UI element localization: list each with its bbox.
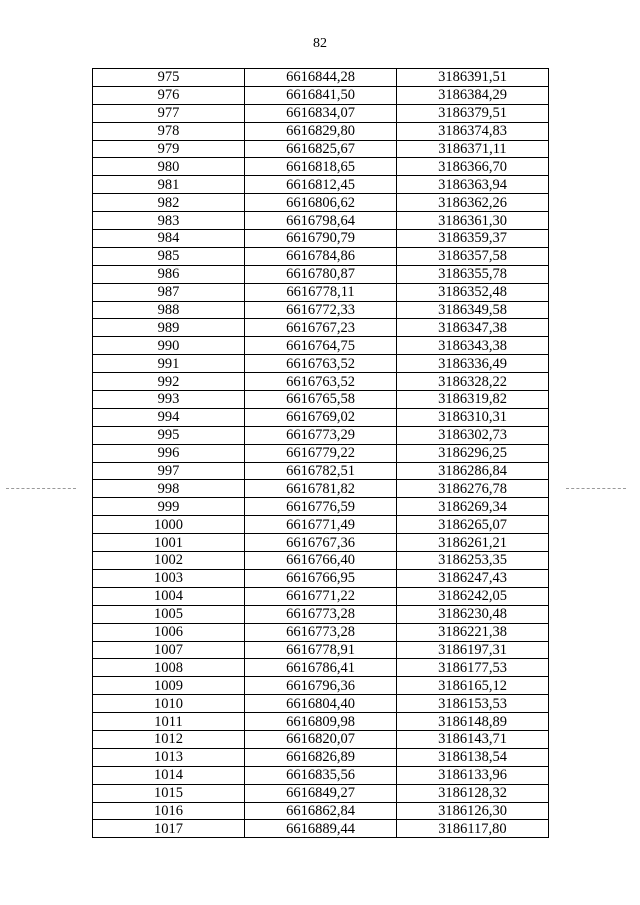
table-row xyxy=(93,748,549,766)
y-coordinate-cell: 3186133,96 xyxy=(397,766,549,784)
x-coordinate-cell: 6616771,49 xyxy=(245,516,397,534)
table-row xyxy=(93,569,549,587)
x-coordinate-cell: 6616849,27 xyxy=(245,784,397,802)
y-coordinate-cell: 3186363,94 xyxy=(397,176,549,194)
x-coordinate-cell: 6616798,64 xyxy=(245,212,397,230)
y-coordinate-cell: 3186143,71 xyxy=(397,730,549,748)
y-coordinate-cell: 3186247,43 xyxy=(397,569,549,587)
point-number-cell: 1017 xyxy=(93,820,245,838)
y-coordinate-cell: 3186153,53 xyxy=(397,695,549,713)
x-coordinate-cell: 6616825,67 xyxy=(245,140,397,158)
table-row xyxy=(93,534,549,552)
table-row xyxy=(93,194,549,212)
table-row xyxy=(93,462,549,480)
page-number: 82 xyxy=(313,36,327,51)
scan-artifact-left xyxy=(6,488,76,490)
table-row xyxy=(93,140,549,158)
x-coordinate-cell: 6616766,40 xyxy=(245,552,397,570)
point-number-cell: 992 xyxy=(93,373,245,391)
x-coordinate-cell: 6616767,23 xyxy=(245,319,397,337)
point-number-cell: 1004 xyxy=(93,587,245,605)
point-number-cell: 996 xyxy=(93,444,245,462)
point-number-cell: 1015 xyxy=(93,784,245,802)
table-row xyxy=(93,480,549,498)
y-coordinate-cell: 3186310,31 xyxy=(397,408,549,426)
table-row xyxy=(93,283,549,301)
x-coordinate-cell: 6616764,75 xyxy=(245,337,397,355)
table-row xyxy=(93,605,549,623)
table-row xyxy=(93,766,549,784)
x-coordinate-cell: 6616829,80 xyxy=(245,122,397,140)
x-coordinate-cell: 6616776,59 xyxy=(245,498,397,516)
x-coordinate-cell: 6616812,45 xyxy=(245,176,397,194)
y-coordinate-cell: 3186359,37 xyxy=(397,230,549,248)
table-row xyxy=(93,373,549,391)
point-number-cell: 1010 xyxy=(93,695,245,713)
point-number-cell: 981 xyxy=(93,176,245,194)
x-coordinate-cell: 6616778,91 xyxy=(245,641,397,659)
point-number-cell: 986 xyxy=(93,265,245,283)
x-coordinate-cell: 6616772,33 xyxy=(245,301,397,319)
y-coordinate-cell: 3186148,89 xyxy=(397,713,549,731)
point-number-cell: 982 xyxy=(93,194,245,212)
y-coordinate-cell: 3186361,30 xyxy=(397,212,549,230)
point-number-cell: 1013 xyxy=(93,748,245,766)
y-coordinate-cell: 3186117,80 xyxy=(397,820,549,838)
x-coordinate-cell: 6616766,95 xyxy=(245,569,397,587)
x-coordinate-cell: 6616786,41 xyxy=(245,659,397,677)
table-row xyxy=(93,176,549,194)
table-row xyxy=(93,122,549,140)
point-number-cell: 989 xyxy=(93,319,245,337)
table-row xyxy=(93,301,549,319)
table-row xyxy=(93,713,549,731)
y-coordinate-cell: 3186319,82 xyxy=(397,391,549,409)
x-coordinate-cell: 6616862,84 xyxy=(245,802,397,820)
table-row xyxy=(93,408,549,426)
x-coordinate-cell: 6616773,29 xyxy=(245,426,397,444)
point-number-cell: 991 xyxy=(93,355,245,373)
x-coordinate-cell: 6616769,02 xyxy=(245,408,397,426)
table-row xyxy=(93,391,549,409)
y-coordinate-cell: 3186302,73 xyxy=(397,426,549,444)
x-coordinate-cell: 6616779,22 xyxy=(245,444,397,462)
y-coordinate-cell: 3186362,26 xyxy=(397,194,549,212)
table-row xyxy=(93,230,549,248)
point-number-cell: 994 xyxy=(93,408,245,426)
table-row xyxy=(93,695,549,713)
x-coordinate-cell: 6616809,98 xyxy=(245,713,397,731)
point-number-cell: 975 xyxy=(93,69,245,87)
y-coordinate-cell: 3186138,54 xyxy=(397,748,549,766)
table-row xyxy=(93,516,549,534)
point-number-cell: 985 xyxy=(93,247,245,265)
point-number-cell: 1006 xyxy=(93,623,245,641)
x-coordinate-cell: 6616782,51 xyxy=(245,462,397,480)
table-row xyxy=(93,212,549,230)
point-number-cell: 984 xyxy=(93,230,245,248)
table-row xyxy=(93,552,549,570)
table-row xyxy=(93,730,549,748)
table-row xyxy=(93,659,549,677)
point-number-cell: 983 xyxy=(93,212,245,230)
table-row xyxy=(93,319,549,337)
point-number-cell: 1002 xyxy=(93,552,245,570)
x-coordinate-cell: 6616844,28 xyxy=(245,69,397,87)
y-coordinate-cell: 3186286,84 xyxy=(397,462,549,480)
x-coordinate-cell: 6616784,86 xyxy=(245,247,397,265)
y-coordinate-cell: 3186384,29 xyxy=(397,86,549,104)
y-coordinate-cell: 3186379,51 xyxy=(397,104,549,122)
x-coordinate-cell: 6616771,22 xyxy=(245,587,397,605)
point-number-cell: 988 xyxy=(93,301,245,319)
point-number-cell: 993 xyxy=(93,391,245,409)
y-coordinate-cell: 3186128,32 xyxy=(397,784,549,802)
x-coordinate-cell: 6616826,89 xyxy=(245,748,397,766)
table-row xyxy=(93,498,549,516)
x-coordinate-cell: 6616820,07 xyxy=(245,730,397,748)
table-row xyxy=(93,677,549,695)
point-number-cell: 977 xyxy=(93,104,245,122)
y-coordinate-cell: 3186391,51 xyxy=(397,69,549,87)
x-coordinate-cell: 6616767,36 xyxy=(245,534,397,552)
table-row xyxy=(93,104,549,122)
y-coordinate-cell: 3186374,83 xyxy=(397,122,549,140)
y-coordinate-cell: 3186296,25 xyxy=(397,444,549,462)
y-coordinate-cell: 3186177,53 xyxy=(397,659,549,677)
x-coordinate-cell: 6616763,52 xyxy=(245,373,397,391)
point-number-cell: 976 xyxy=(93,86,245,104)
x-coordinate-cell: 6616804,40 xyxy=(245,695,397,713)
x-coordinate-cell: 6616834,07 xyxy=(245,104,397,122)
x-coordinate-cell: 6616780,87 xyxy=(245,265,397,283)
y-coordinate-cell: 3186126,30 xyxy=(397,802,549,820)
y-coordinate-cell: 3186357,58 xyxy=(397,247,549,265)
y-coordinate-cell: 3186366,70 xyxy=(397,158,549,176)
point-number-cell: 1009 xyxy=(93,677,245,695)
point-number-cell: 999 xyxy=(93,498,245,516)
point-number-cell: 1012 xyxy=(93,730,245,748)
table-row xyxy=(93,444,549,462)
point-number-cell: 980 xyxy=(93,158,245,176)
point-number-cell: 997 xyxy=(93,462,245,480)
point-number-cell: 978 xyxy=(93,122,245,140)
y-coordinate-cell: 3186276,78 xyxy=(397,480,549,498)
coordinates-table xyxy=(92,68,549,838)
y-coordinate-cell: 3186355,78 xyxy=(397,265,549,283)
y-coordinate-cell: 3186371,11 xyxy=(397,140,549,158)
point-number-cell: 1007 xyxy=(93,641,245,659)
table-row xyxy=(93,355,549,373)
point-number-cell: 1008 xyxy=(93,659,245,677)
x-coordinate-cell: 6616781,82 xyxy=(245,480,397,498)
x-coordinate-cell: 6616818,65 xyxy=(245,158,397,176)
point-number-cell: 987 xyxy=(93,283,245,301)
x-coordinate-cell: 6616773,28 xyxy=(245,605,397,623)
table-row xyxy=(93,623,549,641)
table-row xyxy=(93,426,549,444)
table-row xyxy=(93,86,549,104)
point-number-cell: 1001 xyxy=(93,534,245,552)
table-row xyxy=(93,337,549,355)
x-coordinate-cell: 6616889,44 xyxy=(245,820,397,838)
y-coordinate-cell: 3186349,58 xyxy=(397,301,549,319)
point-number-cell: 1014 xyxy=(93,766,245,784)
table-row xyxy=(93,820,549,838)
x-coordinate-cell: 6616841,50 xyxy=(245,86,397,104)
x-coordinate-cell: 6616790,79 xyxy=(245,230,397,248)
y-coordinate-cell: 3186242,05 xyxy=(397,587,549,605)
table-row xyxy=(93,802,549,820)
scan-artifact-right xyxy=(566,488,626,490)
x-coordinate-cell: 6616763,52 xyxy=(245,355,397,373)
x-coordinate-cell: 6616778,11 xyxy=(245,283,397,301)
table-row xyxy=(93,265,549,283)
table-row xyxy=(93,158,549,176)
y-coordinate-cell: 3186197,31 xyxy=(397,641,549,659)
y-coordinate-cell: 3186230,48 xyxy=(397,605,549,623)
y-coordinate-cell: 3186347,38 xyxy=(397,319,549,337)
point-number-cell: 1011 xyxy=(93,713,245,731)
x-coordinate-cell: 6616796,36 xyxy=(245,677,397,695)
point-number-cell: 998 xyxy=(93,480,245,498)
y-coordinate-cell: 3186336,49 xyxy=(397,355,549,373)
point-number-cell: 1000 xyxy=(93,516,245,534)
y-coordinate-cell: 3186165,12 xyxy=(397,677,549,695)
point-number-cell: 995 xyxy=(93,426,245,444)
point-number-cell: 1016 xyxy=(93,802,245,820)
y-coordinate-cell: 3186343,38 xyxy=(397,337,549,355)
table-row xyxy=(93,247,549,265)
table-row xyxy=(93,784,549,802)
point-number-cell: 1003 xyxy=(93,569,245,587)
y-coordinate-cell: 3186261,21 xyxy=(397,534,549,552)
y-coordinate-cell: 3186221,38 xyxy=(397,623,549,641)
point-number-cell: 1005 xyxy=(93,605,245,623)
x-coordinate-cell: 6616835,56 xyxy=(245,766,397,784)
y-coordinate-cell: 3186328,22 xyxy=(397,373,549,391)
x-coordinate-cell: 6616806,62 xyxy=(245,194,397,212)
y-coordinate-cell: 3186352,48 xyxy=(397,283,549,301)
y-coordinate-cell: 3186269,34 xyxy=(397,498,549,516)
y-coordinate-cell: 3186265,07 xyxy=(397,516,549,534)
x-coordinate-cell: 6616773,28 xyxy=(245,623,397,641)
table-row xyxy=(93,641,549,659)
point-number-cell: 990 xyxy=(93,337,245,355)
coordinates-table-body xyxy=(93,69,549,838)
y-coordinate-cell: 3186253,35 xyxy=(397,552,549,570)
table-row xyxy=(93,69,549,87)
point-number-cell: 979 xyxy=(93,140,245,158)
table-row xyxy=(93,587,549,605)
x-coordinate-cell: 6616765,58 xyxy=(245,391,397,409)
